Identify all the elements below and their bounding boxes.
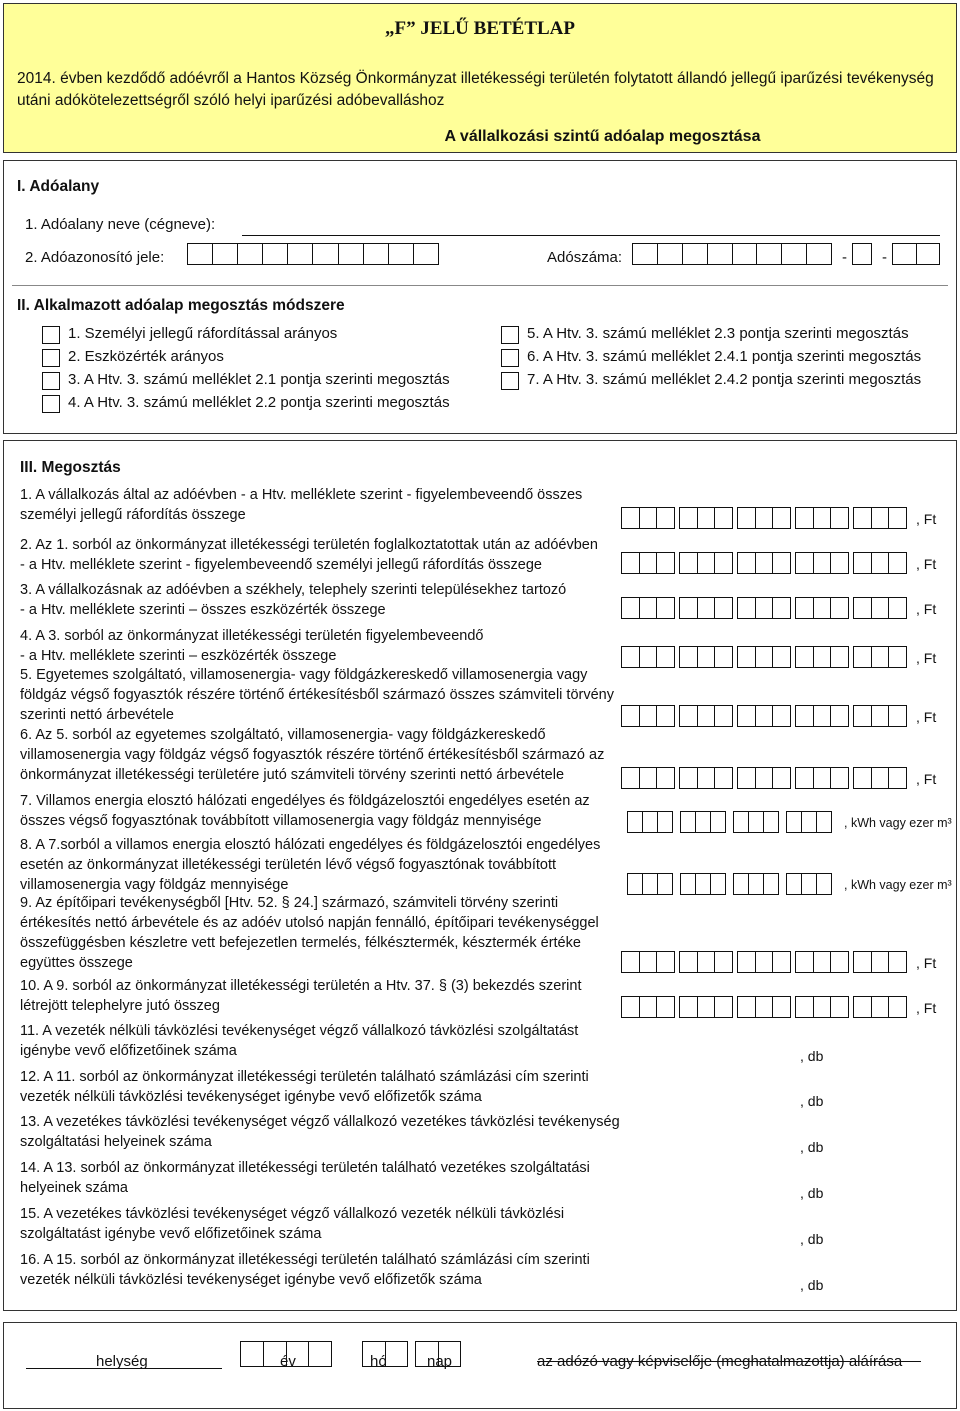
tax-number-dash-2: - <box>882 249 887 266</box>
allocation-row-1-digit-group[interactable] <box>737 507 791 529</box>
allocation-row-9-digit-group[interactable] <box>853 951 907 973</box>
allocation-row-1-digit-group[interactable] <box>621 507 675 529</box>
allocation-row-2-label: 2. Az 1. sorból az önkormányzat illetékességi területén foglalkoztatottak után az adóévben - a Htv. melléklete szerint - figyelembeveendő személyi jellegű ráfordítás összege <box>20 537 598 573</box>
allocation-row-16-label: 16. A 15. sorból az önkormányzat illetékességi területén található számlázási cím szerinti vezeték nélküli távközlési tevékenységet igénybe vevő előfizetők száma <box>20 1252 590 1288</box>
allocation-row-1-digit-group[interactable] <box>679 507 733 529</box>
method-3-label: 3. A Htv. 3. számú melléklet 2.1 pontja szerinti megosztás <box>68 371 450 388</box>
allocation-row-4-digit-group[interactable] <box>737 646 791 668</box>
allocation-row-3-label: 3. A vállalkozásnak az adóévben a székhely, telephely szerinti településekhez tartozó - a Htv. melléklete szerinti – összes eszközérték összege <box>20 582 567 618</box>
method-4-label: 4. A Htv. 3. számú melléklet 2.2 pontja szerinti megosztás <box>68 394 450 411</box>
tax-number-main-field[interactable] <box>632 243 832 265</box>
allocation-row-7-digit-group[interactable] <box>786 811 832 833</box>
method-5-label: 5. A Htv. 3. számú melléklet 2.3 pontja szerinti megosztás <box>527 325 909 342</box>
place-label: helység <box>96 1353 148 1370</box>
allocation-row-2-digit-group[interactable] <box>621 552 675 574</box>
section3-heading: III. Megosztás <box>20 459 121 476</box>
allocation-row-7-unit: , kWh vagy ezer m³ <box>844 816 952 830</box>
method-7-label: 7. A Htv. 3. számú melléklet 2.4.2 pontja szerinti megosztás <box>527 371 922 388</box>
method-2-label: 2. Eszközérték arányos <box>68 348 224 365</box>
signature-label: az adózó vagy képviselője (meghatalmazottja) aláírása <box>537 1353 903 1370</box>
allocation-row-9-digit-group[interactable] <box>679 951 733 973</box>
year-label: év <box>280 1353 296 1370</box>
allocation-row-1-digit-group[interactable] <box>853 507 907 529</box>
allocation-row-9-unit: , Ft <box>916 955 937 971</box>
allocation-row-6-label: 6. Az 5. sorból az egyetemes szolgáltató, villamosenergia- vagy földgázkereskedő villamosenergia vagy földgáz végső fogyasztók részére történő értékesítésből származó az önkormányzat illetékességi területére jutó számviteli törvény szerinti nettó árbevétele <box>20 727 605 783</box>
method-1-checkbox[interactable] <box>42 326 60 344</box>
form-subtitle: A vállalkozási szintű adóalap megosztása <box>444 128 761 145</box>
tax-number-vat-field[interactable] <box>852 243 872 265</box>
allocation-row-10-digit-group[interactable] <box>853 996 907 1018</box>
allocation-row-3-digit-group[interactable] <box>853 597 907 619</box>
allocation-row-8-unit: , kWh vagy ezer m³ <box>844 878 952 892</box>
form-title: „F” JELŰ BETÉTLAP <box>384 18 576 39</box>
taxpayer-name-field[interactable] <box>242 235 940 236</box>
allocation-row-13-unit: , db <box>800 1139 824 1155</box>
allocation-row-5-digit-group[interactable] <box>795 705 849 727</box>
allocation-row-12-label: 12. A 11. sorból az önkormányzat illetékességi területén található számlázási cím szerinti vezeték nélküli távközlési tevékenységet igénybe vevő előfizetők száma <box>20 1069 589 1105</box>
section1-heading: I. Adóalany <box>17 178 100 195</box>
allocation-row-7-digit-group[interactable] <box>680 811 726 833</box>
allocation-row-1-label: 1. A vállalkozás által az adóévben - a Htv. melléklete szerint - figyelembeveendő összes személyi jellegű ráfordítás összege <box>20 487 583 523</box>
allocation-row-6-digit-group[interactable] <box>737 767 791 789</box>
section-allocation <box>3 440 957 1311</box>
allocation-row-3-digit-group[interactable] <box>795 597 849 619</box>
form-intro: 2014. évben kezdődő adóévről a Hantos Község Önkormányzat illetékességi területén folytatott állandó jellegű iparűzési tevékenység utáni adókötelezettségről szóló helyi iparűzési adóbevalláshoz <box>17 70 934 109</box>
signature-block <box>3 1322 957 1409</box>
allocation-row-10-digit-group[interactable] <box>679 996 733 1018</box>
allocation-row-8-digit-group[interactable] <box>786 873 832 895</box>
allocation-row-10-digit-group[interactable] <box>737 996 791 1018</box>
allocation-row-3-digit-group[interactable] <box>679 597 733 619</box>
allocation-row-2-digit-group[interactable] <box>737 552 791 574</box>
allocation-row-11-unit: , db <box>800 1048 824 1064</box>
allocation-row-10-label: 10. A 9. sorból az önkormányzat illetékességi területén a Htv. 37. § (3) bekezdés szerint létrejött telephelyre jutó összeg <box>20 978 582 1014</box>
allocation-row-12-unit: , db <box>800 1093 824 1109</box>
allocation-row-2-digit-group[interactable] <box>679 552 733 574</box>
allocation-row-5-digit-group[interactable] <box>737 705 791 727</box>
allocation-row-15-unit: , db <box>800 1231 824 1247</box>
allocation-row-8-label: 8. A 7.sorból a villamos energia elosztó hálózati engedélyes és földgázelosztói engedélyes esetén az önkormányzat illetékességi területén lévő végső fogyasztónak továbbított villamosenergia vagy földgáz mennyisége <box>20 837 601 893</box>
allocation-row-4-unit: , Ft <box>916 650 937 666</box>
allocation-row-3-digit-group[interactable] <box>621 597 675 619</box>
method-6-checkbox[interactable] <box>501 349 519 367</box>
allocation-row-10-unit: , Ft <box>916 1000 937 1016</box>
allocation-row-8-digit-group[interactable] <box>733 873 779 895</box>
method-7-checkbox[interactable] <box>501 372 519 390</box>
allocation-row-5-label: 5. Egyetemes szolgáltató, villamosenergia- vagy földgázkereskedő villamosenergia vagy földgáz végső fogyasztók részére történő értékesítésből származó összes számviteli törvény szerinti nettó árbevétele <box>20 667 614 723</box>
tax-id-label: 2. Adóazonosító jele: <box>25 249 165 266</box>
allocation-row-8-digit-group[interactable] <box>627 873 673 895</box>
method-6-label: 6. A Htv. 3. számú melléklet 2.4.1 pontja szerinti megosztás <box>527 348 922 365</box>
allocation-row-9-digit-group[interactable] <box>737 951 791 973</box>
allocation-row-7-digit-group[interactable] <box>733 811 779 833</box>
divider <box>12 285 948 286</box>
tax-number-label: Adószáma: <box>547 249 623 266</box>
allocation-row-4-digit-group[interactable] <box>679 646 733 668</box>
allocation-row-9-digit-group[interactable] <box>621 951 675 973</box>
allocation-row-6-digit-group[interactable] <box>679 767 733 789</box>
allocation-row-5-unit: , Ft <box>916 709 937 725</box>
allocation-row-2-digit-group[interactable] <box>853 552 907 574</box>
allocation-row-2-digit-group[interactable] <box>795 552 849 574</box>
allocation-row-8-digit-group[interactable] <box>680 873 726 895</box>
allocation-row-14-label: 14. A 13. sorból az önkormányzat illetékességi területén található vezetékes szolgáltatási helyeinek száma <box>20 1160 590 1196</box>
method-5-checkbox[interactable] <box>501 326 519 344</box>
allocation-row-5-digit-group[interactable] <box>853 705 907 727</box>
allocation-row-1-unit: , Ft <box>916 511 937 527</box>
allocation-row-9-label: 9. Az építőipari tevékenységből [Htv. 52. § 24.] származó, számviteli törvény szerinti értékesítés nettó árbevétele és az adóév utolsó napján fennálló, építőipari tevékenységgel összefüggésben készletre vett befejezetlen termelés, félkésztermék, késztermék értéke együttes összege <box>20 895 599 971</box>
tax-number-dash-1: - <box>842 249 847 266</box>
allocation-row-2-unit: , Ft <box>916 556 937 572</box>
method-3-checkbox[interactable] <box>42 372 60 390</box>
allocation-row-15-label: 15. A vezetékes távközlési tevékenységet végző vállalkozó vezeték nélküli távközlési szolgáltatást igénybe vevő előfizetőinek száma <box>20 1206 565 1242</box>
month-label: hó <box>370 1353 387 1370</box>
allocation-row-4-digit-group[interactable] <box>795 646 849 668</box>
allocation-row-6-digit-group[interactable] <box>795 767 849 789</box>
allocation-row-7-digit-group[interactable] <box>627 811 673 833</box>
allocation-row-5-digit-group[interactable] <box>679 705 733 727</box>
section-taxpayer <box>3 160 957 434</box>
allocation-row-6-digit-group[interactable] <box>853 767 907 789</box>
tax-number-county-field[interactable] <box>892 243 940 265</box>
allocation-row-4-digit-group[interactable] <box>853 646 907 668</box>
allocation-row-1-digit-group[interactable] <box>795 507 849 529</box>
allocation-row-6-digit-group[interactable] <box>621 767 675 789</box>
allocation-row-3-unit: , Ft <box>916 601 937 617</box>
form-header <box>3 3 957 153</box>
allocation-row-7-label: 7. Villamos energia elosztó hálózati engedélyes és földgázelosztói engedélyes esetén az összes végső fogyasztónak továbbított villamosenergia vagy földgáz mennyisége <box>20 793 590 829</box>
tax-id-field[interactable] <box>187 243 439 265</box>
method-1-label: 1. Személyi jellegű ráfordítással arányos <box>68 325 338 342</box>
allocation-row-10-digit-group[interactable] <box>795 996 849 1018</box>
allocation-row-14-unit: , db <box>800 1185 824 1201</box>
allocation-row-16-unit: , db <box>800 1277 824 1293</box>
day-label: nap <box>427 1353 453 1370</box>
taxpayer-name-label: 1. Adóalany neve (cégneve): <box>25 216 216 233</box>
section2-heading: II. Alkalmazott adóalap megosztás módszere <box>17 297 345 314</box>
allocation-row-4-label: 4. A 3. sorból az önkormányzat illetékességi területén figyelembeveendő - a Htv. melléklete szerinti – eszközérték összege <box>20 628 484 664</box>
method-2-checkbox[interactable] <box>42 349 60 367</box>
allocation-row-9-digit-group[interactable] <box>795 951 849 973</box>
allocation-row-3-digit-group[interactable] <box>737 597 791 619</box>
allocation-row-5-digit-group[interactable] <box>621 705 675 727</box>
allocation-row-6-unit: , Ft <box>916 771 937 787</box>
allocation-row-11-label: 11. A vezeték nélküli távközlési tevékenységet végző vállalkozó távközlési szolgáltatást igénybe vevő előfizetőinek száma <box>20 1023 579 1059</box>
allocation-row-13-label: 13. A vezetékes távközlési tevékenységet végző vállalkozó vezetékes távközlési tevékenység szolgáltatási helyeinek száma <box>20 1114 620 1150</box>
method-4-checkbox[interactable] <box>42 395 60 413</box>
allocation-row-10-digit-group[interactable] <box>621 996 675 1018</box>
